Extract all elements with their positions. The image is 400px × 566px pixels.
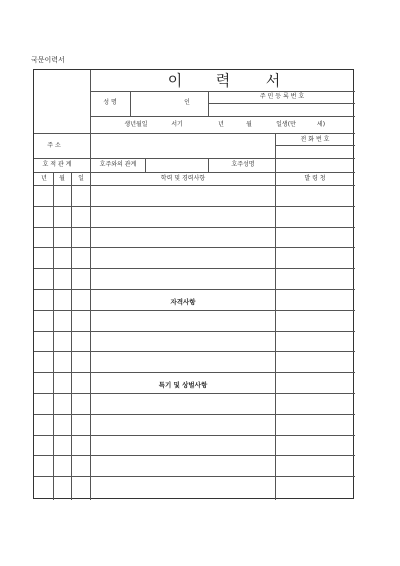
col-day-label: 일 [78,175,84,182]
table-row-line [34,206,355,207]
col-history-divider [90,172,91,500]
section-license: 자격사항 [170,297,196,306]
birth-era: 서기 [171,121,183,128]
resume-form [33,69,354,499]
col-history-label: 학력 및 경력사항 [160,175,206,182]
address-label: 주 소 [47,142,61,149]
col-issuer-divider [275,172,276,500]
birth-year-label: 년 [218,121,224,128]
col-day-divider [71,172,72,500]
table-row-line [34,476,355,477]
table-row-line [34,268,355,269]
table-row-line [34,435,355,436]
col-issuer-label: 발 령 청 [304,175,326,182]
age-unit: 세) [316,121,326,128]
title-char-3: 서 [265,71,281,90]
table-row-line [34,414,355,415]
col-year-label: 년 [41,175,47,182]
name-cell-divider [130,91,131,116]
table-row-line [34,227,355,228]
seal-label: 인 [184,99,190,106]
document-title: 국문이력서 [31,56,65,64]
col-month-label: 월 [59,175,65,182]
family-divider-1 [90,158,91,172]
family-divider-3 [208,158,209,172]
birth-label: 생년월일 [124,121,148,128]
table-row-line [34,289,355,290]
title-char-2: 력 [215,71,231,90]
history-header-top [34,172,355,173]
resident-row-line [208,103,355,104]
birth-month-label: 월 [246,121,252,128]
table-row-line [34,331,355,332]
name-label: 성 명 [103,99,117,106]
birth-row-line [90,116,355,117]
family-relation-label: 호 적 관 계 [42,161,72,168]
title-char-1: 이 [167,71,183,90]
birth-day-age: 일생(만 [276,121,296,128]
section-awards: 특기 및 상벌사항 [158,380,208,389]
table-row-line [34,310,355,311]
col-month-divider [53,172,54,500]
table-row-line [34,372,355,373]
table-row-line [34,247,355,248]
address-top-line [34,133,355,134]
relation-to-head-label: 호주와의 관계 [99,161,137,168]
phone-label: 전 화 번 호 [300,136,330,143]
family-row-top [34,158,355,159]
table-row-line [34,455,355,456]
phone-row-line [275,145,355,146]
head-name-label: 호주성명 [231,161,255,168]
resident-no-label: 주 민 등 록 번 호 [259,93,305,100]
table-row-line [34,393,355,394]
address-divider [90,133,91,158]
table-row-line [34,185,355,186]
family-divider-4 [275,158,276,172]
family-divider-2 [145,158,146,172]
table-row-line [34,351,355,352]
